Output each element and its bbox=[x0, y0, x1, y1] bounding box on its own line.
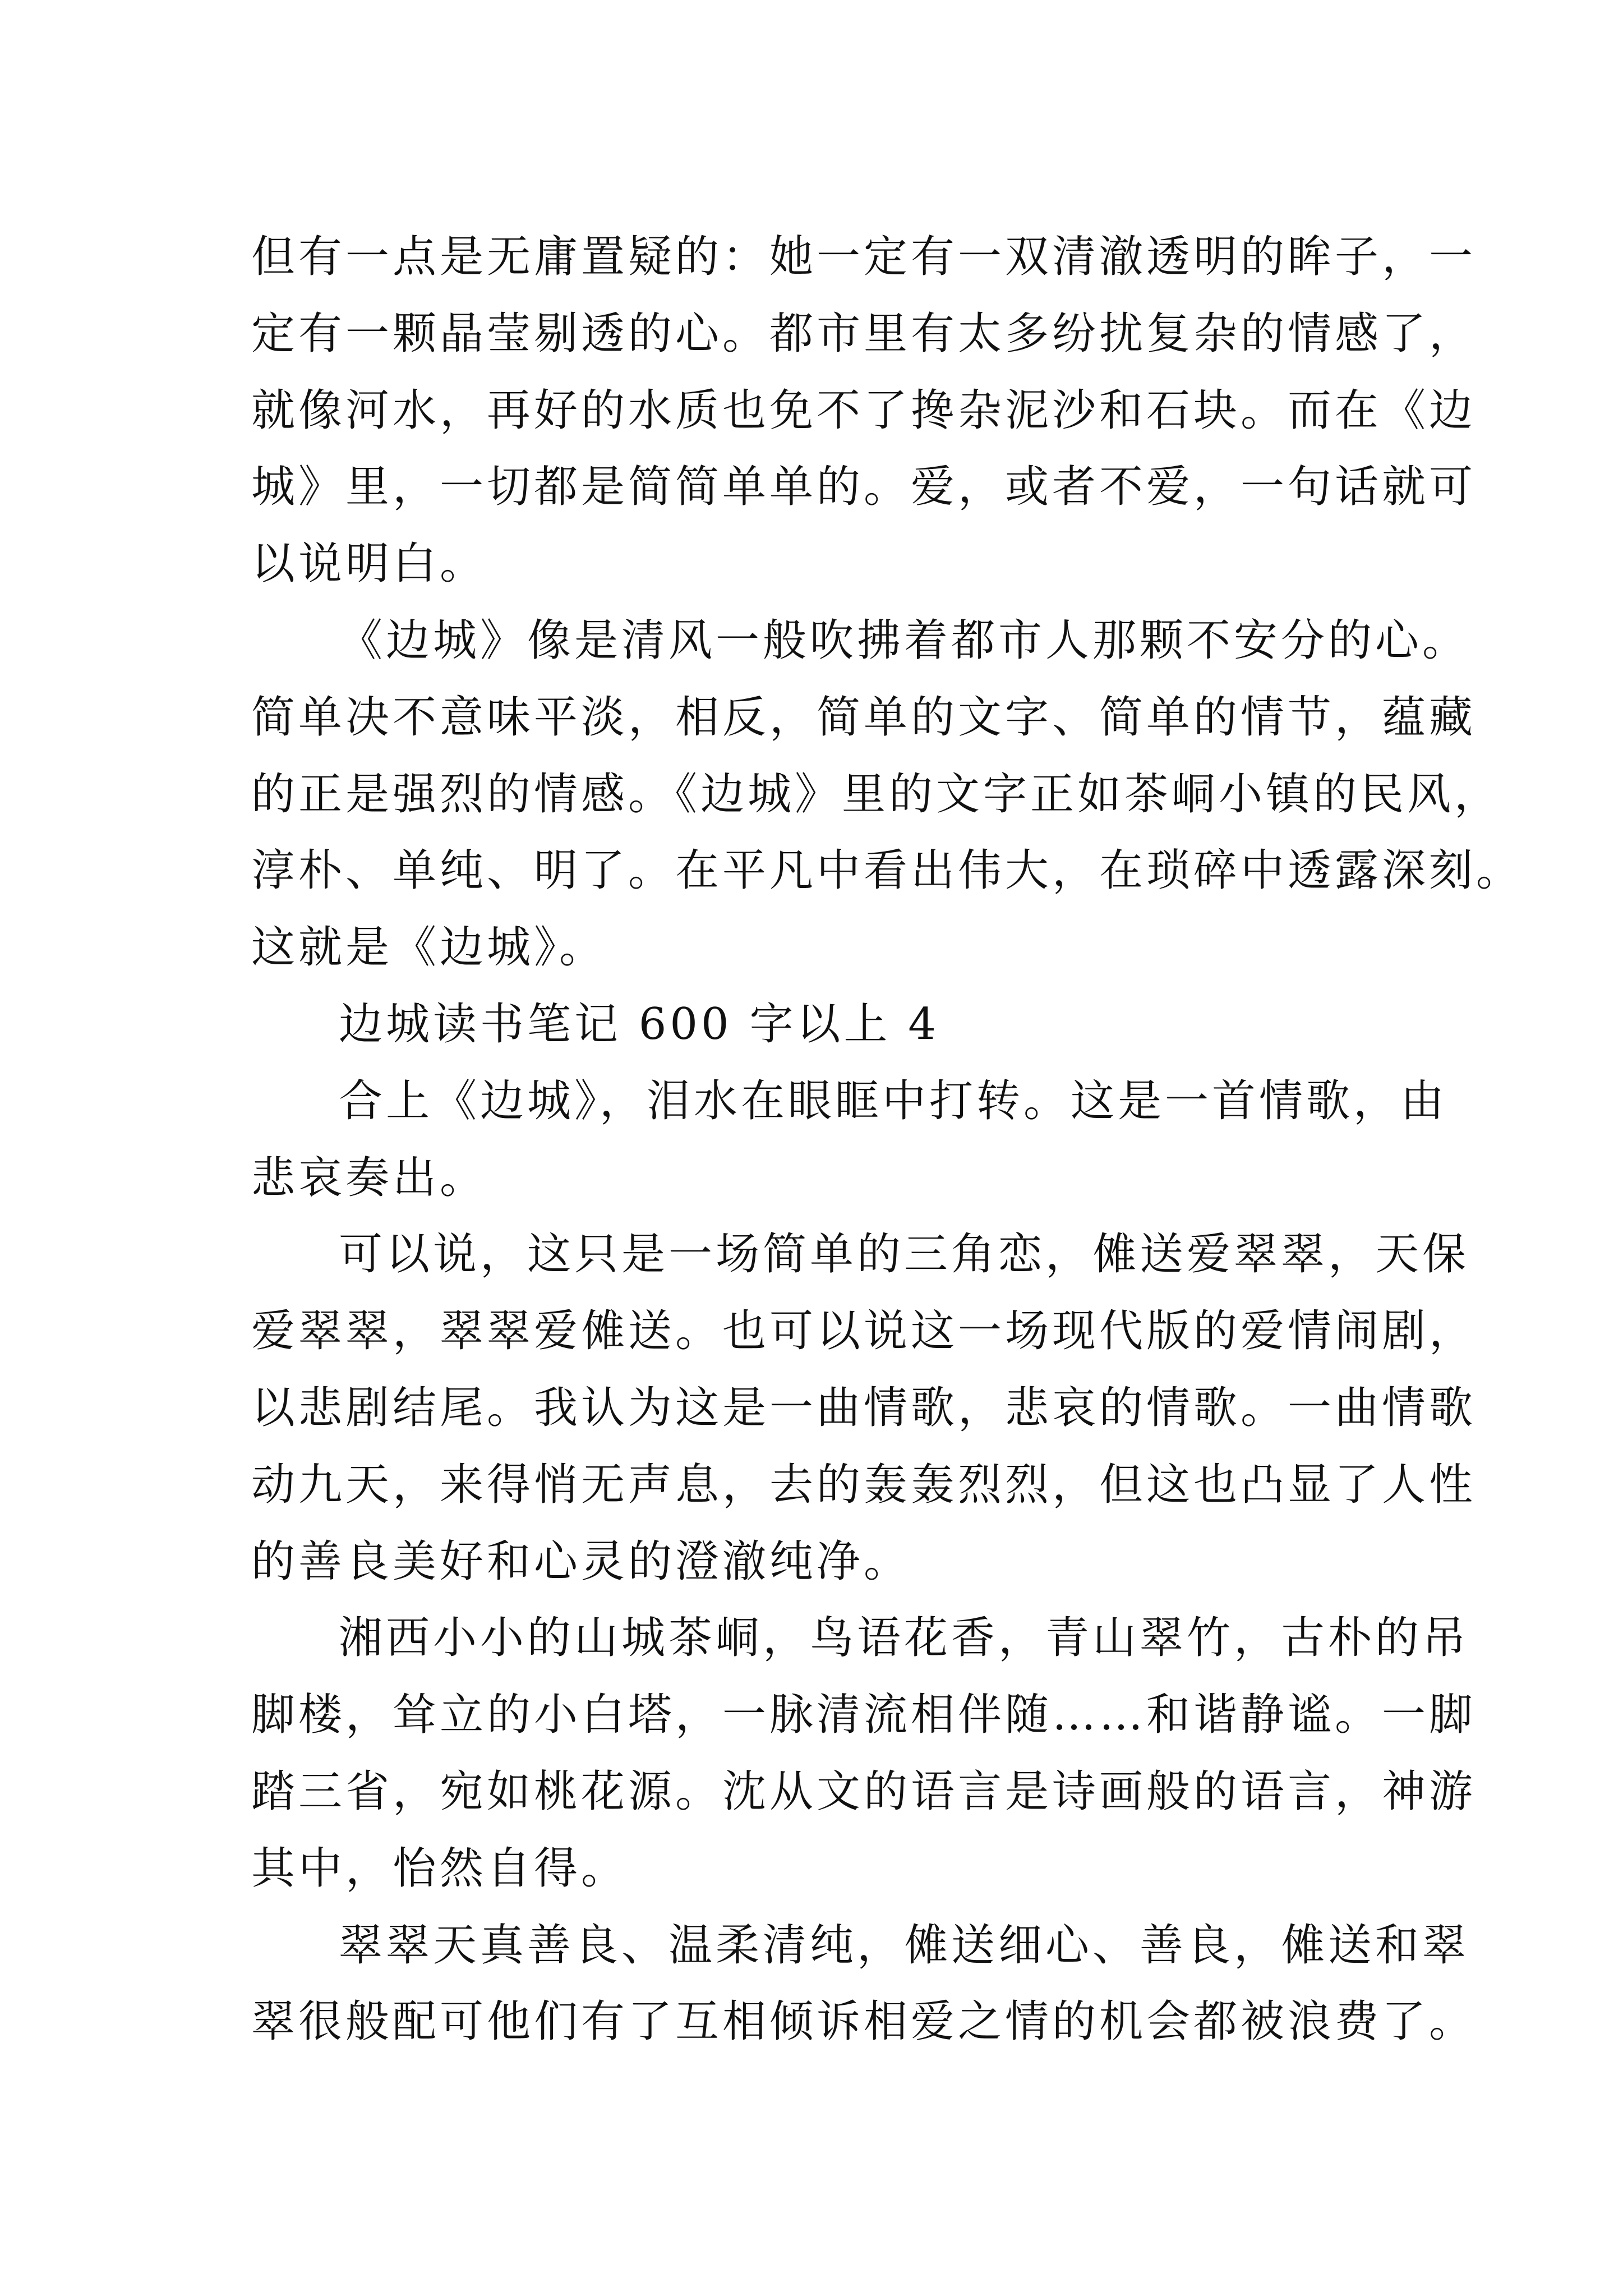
document-page bbox=[251, 219, 1524, 2060]
text-line: 淳朴、单纯、明了。在平凡中看出伟大，在琐碎中透露深刻。 bbox=[251, 845, 1524, 896]
text-line: 定有一颗晶莹剔透的心。都市里有太多纷扰复杂的情感了， bbox=[251, 308, 1477, 359]
text-line: 其中，怡然自得。 bbox=[251, 1843, 629, 1894]
text-line: 动九天，来得悄无声息，去的轰轰烈烈，但这也凸显了人性 bbox=[251, 1459, 1477, 1510]
text-line: 的正是强烈的情感。《边城》里的文字正如茶峒小镇的民风， bbox=[251, 769, 1502, 820]
text-line: 踏三省，宛如桃花源。沈从文的语言是诗画般的语言，神游 bbox=[251, 1766, 1477, 1817]
text-line: 翠很般配可他们有了互相倾诉相爱之情的机会都被浪费了。 bbox=[251, 1996, 1477, 2047]
text-line: 但有一点是无庸置疑的：她一定有一双清澈透明的眸子，一 bbox=[251, 232, 1477, 282]
text-line: 脚楼，耸立的小白塔，一脉清流相伴随……和谐静谧。一脚 bbox=[251, 1690, 1477, 1741]
text-line: 悲哀奏出。 bbox=[251, 1152, 487, 1203]
text-line: 这就是《边城》。 bbox=[251, 922, 607, 973]
text-line: 爱翠翠，翠翠爱傩送。也可以说这一场现代版的爱情闹剧， bbox=[251, 1306, 1477, 1357]
text-line: 以说明白。 bbox=[251, 539, 487, 590]
text-line: 就像河水，再好的水质也免不了搀杂泥沙和石块。而在《边 bbox=[251, 385, 1477, 436]
text-line: 边城读书笔记 600 字以上 4 bbox=[339, 999, 939, 1050]
text-line: 可以说，这只是一场简单的三角恋，傩送爱翠翠，天保 bbox=[339, 1229, 1470, 1280]
text-line: 翠翠天真善良、温柔清纯，傩送细心、善良，傩送和翠 bbox=[339, 1920, 1470, 1971]
text-line: 湘西小小的山城茶峒，鸟语花香，青山翠竹，古朴的吊 bbox=[339, 1613, 1470, 1664]
text-line: 的善良美好和心灵的澄澈纯净。 bbox=[251, 1536, 911, 1587]
text-line: 《边城》像是清风一般吹拂着都市人那颗不安分的心。 bbox=[339, 615, 1470, 666]
text-line: 城》里，一切都是简简单单的。爱，或者不爱，一句话就可 bbox=[251, 462, 1477, 513]
text-line: 以悲剧结尾。我认为这是一曲情歌，悲哀的情歌。一曲情歌 bbox=[251, 1382, 1477, 1433]
text-line: 简单决不意味平淡，相反，简单的文字、简单的情节，蕴藏 bbox=[251, 692, 1477, 743]
text-line: 合上《边城》，泪水在眼眶中打转。这是一首情歌，由 bbox=[339, 1075, 1448, 1126]
